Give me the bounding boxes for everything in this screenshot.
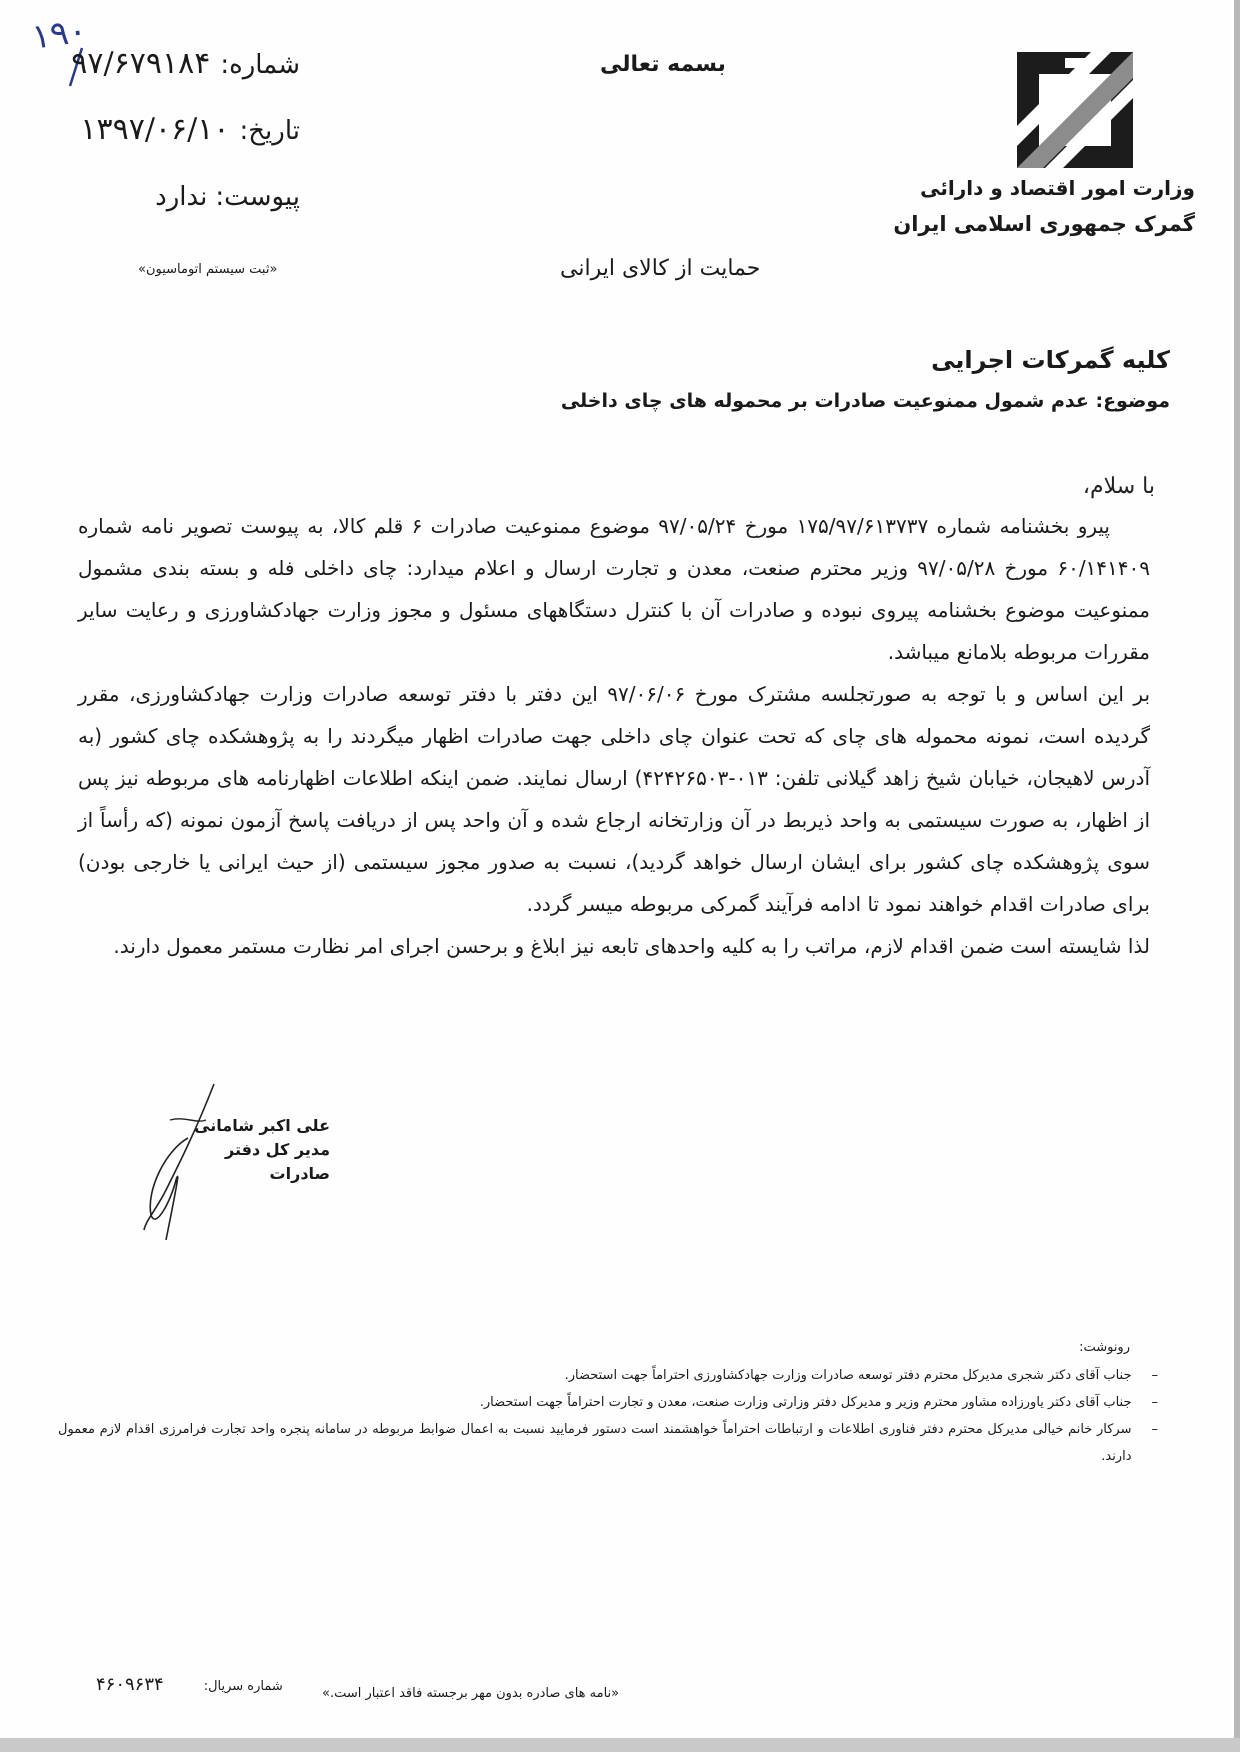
cc-item xyxy=(58,1362,1158,1389)
cc-dash: – xyxy=(1151,1368,1158,1383)
salutation: با سلام، xyxy=(1082,474,1155,499)
letter-number-row xyxy=(71,46,300,81)
cc-item-text: سرکار خانم خیالی مدیرکل محترم دفتر فناوری اطلاعات و ارتباطات احتراماً خواهشمند است دستور فرمایید نسبت به اعمال ضوابط مربوطه در سامانه پنجره واحد تجارت فرامرزی اقدام لازم معمول دارند. xyxy=(58,1422,1132,1464)
recipient-heading: کلیه گمرکات اجرایی xyxy=(931,346,1170,374)
cc-item-text: جناب آقای دکتر شجری مدیرکل محترم دفتر توسعه صادرات وزارت جهادکشاورزی احتراماً جهت استحضار. xyxy=(564,1368,1132,1383)
cc-item xyxy=(58,1416,1158,1470)
signatory-title: مدیر کل دفتر صادرات xyxy=(224,1140,330,1183)
body-paragraph: بر این اساس و با توجه به صورتجلسه مشترک مورخ ۹۷/۰۶/۰۶ این دفتر با دفتر توسعه صادرات وزارت جهادکشاورزی، مقرر گردیده است، نمونه محموله های چای که تحت عنوان چای داخلی جهت صادرات اظهار میگردند را به پژوهشکده چای کشور (به آدرس لاهیجان، خیابان شیخ زاهد گیلانی تلفن: ۰۱۳-۴۲۴۲۶۵۰۳) ارسال نمایند. ضمن اینکه اطلاعات اظهارنامه های مربوطه نیز پس از اظهار، به صورت سیستمی به واحد ذیربط در آن وزارتخانه ارجاع شده و آن واحد پس از دریافت پاسخ آزمون نمونه (که رأساً از سوی پژوهشکده چای کشور برای ایشان ارسال خواهد گردید)، نسبت به صدور مجوز سیستمی (از حیث ایرانی یا خارجی بودن) برای صادرات اقدام خواهند نمود تا ادامه فرآیند گمرکی مربوطه میسر گردد. xyxy=(78,682,1151,916)
cc-label: رونوشت: xyxy=(1079,1340,1130,1355)
subject-line: موضوع: عدم شمول ممنوعیت صادرات بر محموله های چای داخلی xyxy=(560,390,1170,412)
cc-dash: – xyxy=(1151,1422,1158,1437)
serial-value: ۴۶۰۹۶۳۴ xyxy=(96,1674,164,1695)
automation-system-note: «ثبت سیستم اتوماسیون» xyxy=(138,262,278,277)
ministry-name: وزارت امور اقتصاد و دارائی xyxy=(920,176,1195,200)
signatory-name: علی اکبر شامانی xyxy=(194,1116,330,1135)
handwritten-signature xyxy=(126,1080,236,1250)
slogan-text: حمایت از کالای ایرانی xyxy=(560,256,761,281)
footer-notice: «نامه های صادره بدون مهر برجسته فاقد اعتبار است.» xyxy=(322,1686,620,1701)
cc-item xyxy=(58,1389,1158,1416)
customs-name: گمرک جمهوری اسلامی ایران xyxy=(893,212,1195,236)
basmala-heading: بسمه تعالی xyxy=(600,52,726,77)
letter-date-value: ۱۳۹۷/۰۶/۱۰ xyxy=(80,112,230,147)
cc-dash: – xyxy=(1151,1395,1158,1410)
customs-emblem-icon xyxy=(1015,50,1135,170)
handwritten-margin-note: ۱۹۰ xyxy=(29,10,90,58)
letter-body xyxy=(78,505,1150,967)
scan-edge-right xyxy=(1234,0,1240,1752)
letter-date-row xyxy=(80,112,300,147)
letter-number-label: شماره: xyxy=(220,50,300,80)
serial-label: شماره سریال: xyxy=(203,1679,283,1694)
scan-edge-bottom xyxy=(0,1738,1240,1752)
body-paragraph: لذا شایسته است ضمن اقدام لازم، مراتب را به کلیه واحدهای تابعه نیز ابلاغ و برحسن اجرای امر نظارت مستمر معمول دارند. xyxy=(113,934,1150,958)
letter-attachment-row xyxy=(150,182,300,212)
attachment-label: پیوست: xyxy=(215,182,300,212)
attachment-value: ندارد xyxy=(155,182,208,212)
letter-number-value: ۹۷/۶۷۹۱۸۴ xyxy=(71,46,211,81)
serial-number-row xyxy=(96,1674,283,1695)
cc-list xyxy=(58,1362,1158,1470)
body-paragraph: پیرو بخشنامه شماره ۱۷۵/۹۷/۶۱۳۷۳۷ مورخ ۹۷/۰۵/۲۴ موضوع ممنوعیت صادرات ۶ قلم کالا، به پیوست تصویر نامه شماره ۶۰/۱۴۱۴۰۹ مورخ ۹۷/۰۵/۲۸ وزیر محترم صنعت، معدن و تجارت ارسال و اعلام میدارد: چای داخلی فله و بسته بندی مشمول ممنوعیت موضوع بخشنامه پیروی نبوده و صادرات آن با کنترل دستگاههای مسئول و مجوز وزارت جهادکشاورزی و رعایت سایر مقررات مربوطه بلامانع میباشد. xyxy=(78,514,1151,664)
cc-item-text: جناب آقای دکتر یاورزاده مشاور محترم وزیر و مدیرکل دفتر وزارتی وزارت صنعت، معدن و تجارت احتراماً جهت استحضار. xyxy=(479,1395,1132,1410)
letter-date-label: تاریخ: xyxy=(239,116,300,146)
